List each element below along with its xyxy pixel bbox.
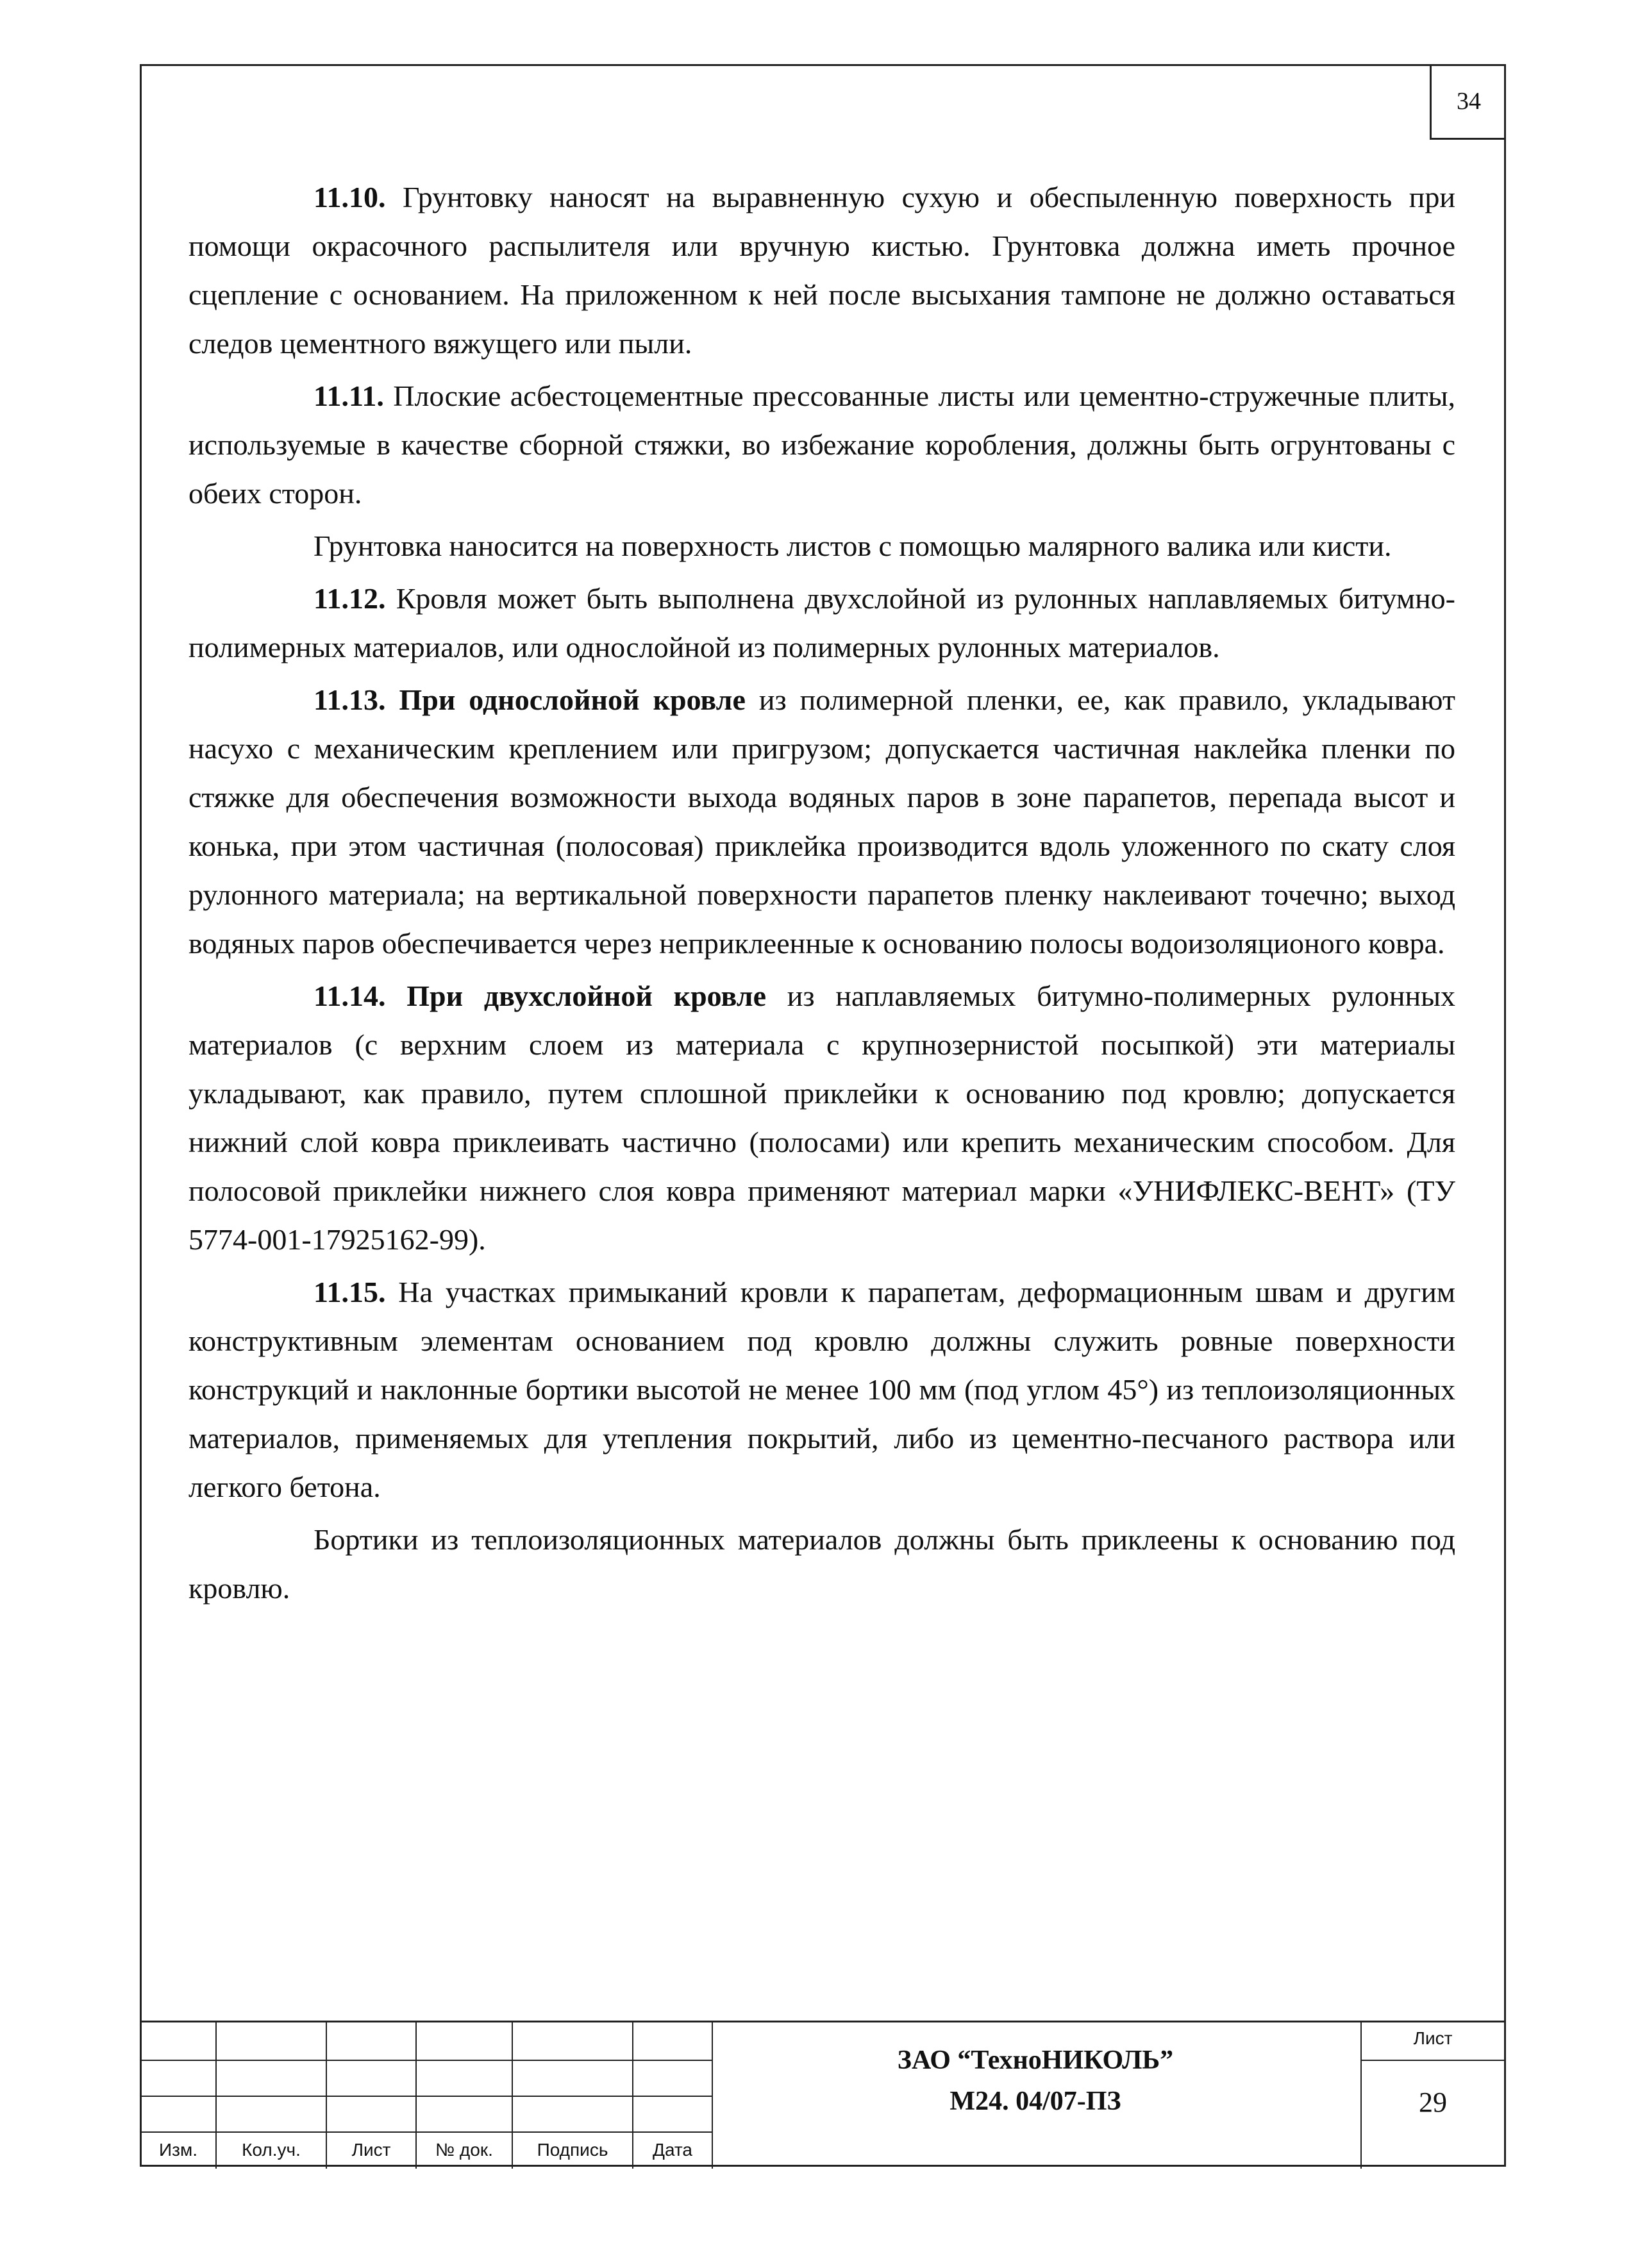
corner-number-text: 34: [1457, 87, 1481, 115]
grid-line: [140, 2131, 712, 2133]
column-label-doc-no: № док.: [435, 2140, 493, 2160]
paragraph-text: Кровля может быть выполнена двухслойной из рулонных наплавляемых битумно-полимерных материалов, или однослойной из полимерных рулонных материалов.: [188, 582, 1455, 663]
bold-lead: При двухслойной кровле: [385, 980, 766, 1012]
paragraph-11-11-cont: [188, 522, 1455, 571]
bold-lead: При однослойной кровле: [385, 683, 746, 716]
paragraph-11-14: [188, 972, 1455, 1264]
paragraph-text: из наплавляемых битумно-полимерных рулонных материалов (с верхним слоем из материала с крупнозернистой посыпкой) эти материалы укладывают, как правило, путем сплошной приклейки к основанию под кровлю; допускается нижний слой ковра приклеивать частично (полосами) или крепить механическим способом. Для полосовой приклейки нижнего слоя ковра применяют материал марки «УНИФЛЕКС-ВЕНТ» (ТУ 5774-001-17925162-99).: [188, 980, 1456, 1256]
clause-number: 11.12.: [314, 582, 386, 615]
paragraph-11-10: [188, 173, 1455, 368]
clause-number: 11.11.: [314, 379, 384, 412]
paragraph-text: На участках примыканий кровли к парапетам, деформационным швам и другим конструктивным элементам основанием под кровлю должны служить ровные поверхности конструкций и наклонные бортики высотой не менее 100 мм (под углом 45°) из теплоизоляционных материалов, применяемых для утепления покрытий, либо из цементно-песчаного раствора или легкого бетона.: [188, 1276, 1455, 1503]
clause-number: 11.15.: [314, 1276, 386, 1308]
paragraph-11-11: [188, 372, 1455, 518]
column-label-date: Дата: [652, 2140, 692, 2160]
paragraph-text: Грунтовка наносится на поверхность листов с помощью малярного валика или кисти.: [314, 529, 1392, 562]
paragraph-11-13: [188, 676, 1455, 968]
grid-line: [1360, 2060, 1506, 2061]
column-label-izm: Изм.: [159, 2140, 197, 2160]
title-block-company: [712, 2040, 1359, 2122]
company-name: ЗАО “ТехноНИКОЛЬ”: [897, 2046, 1174, 2075]
paragraph-11-15-cont: [188, 1515, 1455, 1613]
column-label-kol-uch: Кол.уч.: [242, 2140, 301, 2160]
grid-line: [140, 2060, 712, 2061]
clause-number: 11.13.: [314, 683, 386, 716]
document-code: М24. 04/07-ПЗ: [949, 2087, 1121, 2116]
document-body: [188, 173, 1455, 1617]
grid-line: [140, 2096, 712, 2097]
paragraph-text: Бортики из теплоизоляционных материалов должны быть приклеены к основанию под кровлю.: [188, 1523, 1455, 1605]
column-label-list: Лист: [351, 2140, 391, 2160]
paragraph-text: Плоские асбестоцементные прессованные листы или цементно-стружечные плиты, используемые в качестве сборной стяжки, во избежание коробления, должны быть огрунтованы с обеих сторон.: [188, 379, 1455, 510]
paragraph-text: Грунтовку наносят на выравненную сухую и обеспыленную поверхность при помощи окрасочного распылителя или вручную кистью. Грунтовка должна иметь прочное сцепление с основанием. На приложенном к ней после высыхания тампоне не должно оставаться следов цементного вяжущего или пыли.: [188, 181, 1455, 360]
clause-number: 11.14.: [314, 980, 386, 1012]
column-label-signature: Подпись: [537, 2140, 608, 2160]
sheet-number: 29: [1419, 2087, 1447, 2118]
corner-page-number: [1430, 64, 1506, 140]
clause-number: 11.10.: [314, 181, 386, 213]
paragraph-11-15: [188, 1268, 1455, 1512]
paragraph-11-12: [188, 574, 1455, 672]
sheet-label: Лист: [1413, 2028, 1453, 2048]
paragraph-text: из полимерной пленки, ее, как правило, укладывают насухо с механическим креплением или пригрузом; допускается частичная наклейка пленки по стяжке для обеспечения возможности выхода водяных паров в зоне парапетов, перепада высот и конька, при этом частичная (полосовая) приклейка производится вдоль уложенного по скату слоя рулонного материала; на вертикальной поверхности парапетов пленку наклеивают точечно; выход водяных паров обеспечивается через неприклеенные к основанию полосы водоизоляционого ковра.: [188, 683, 1455, 960]
